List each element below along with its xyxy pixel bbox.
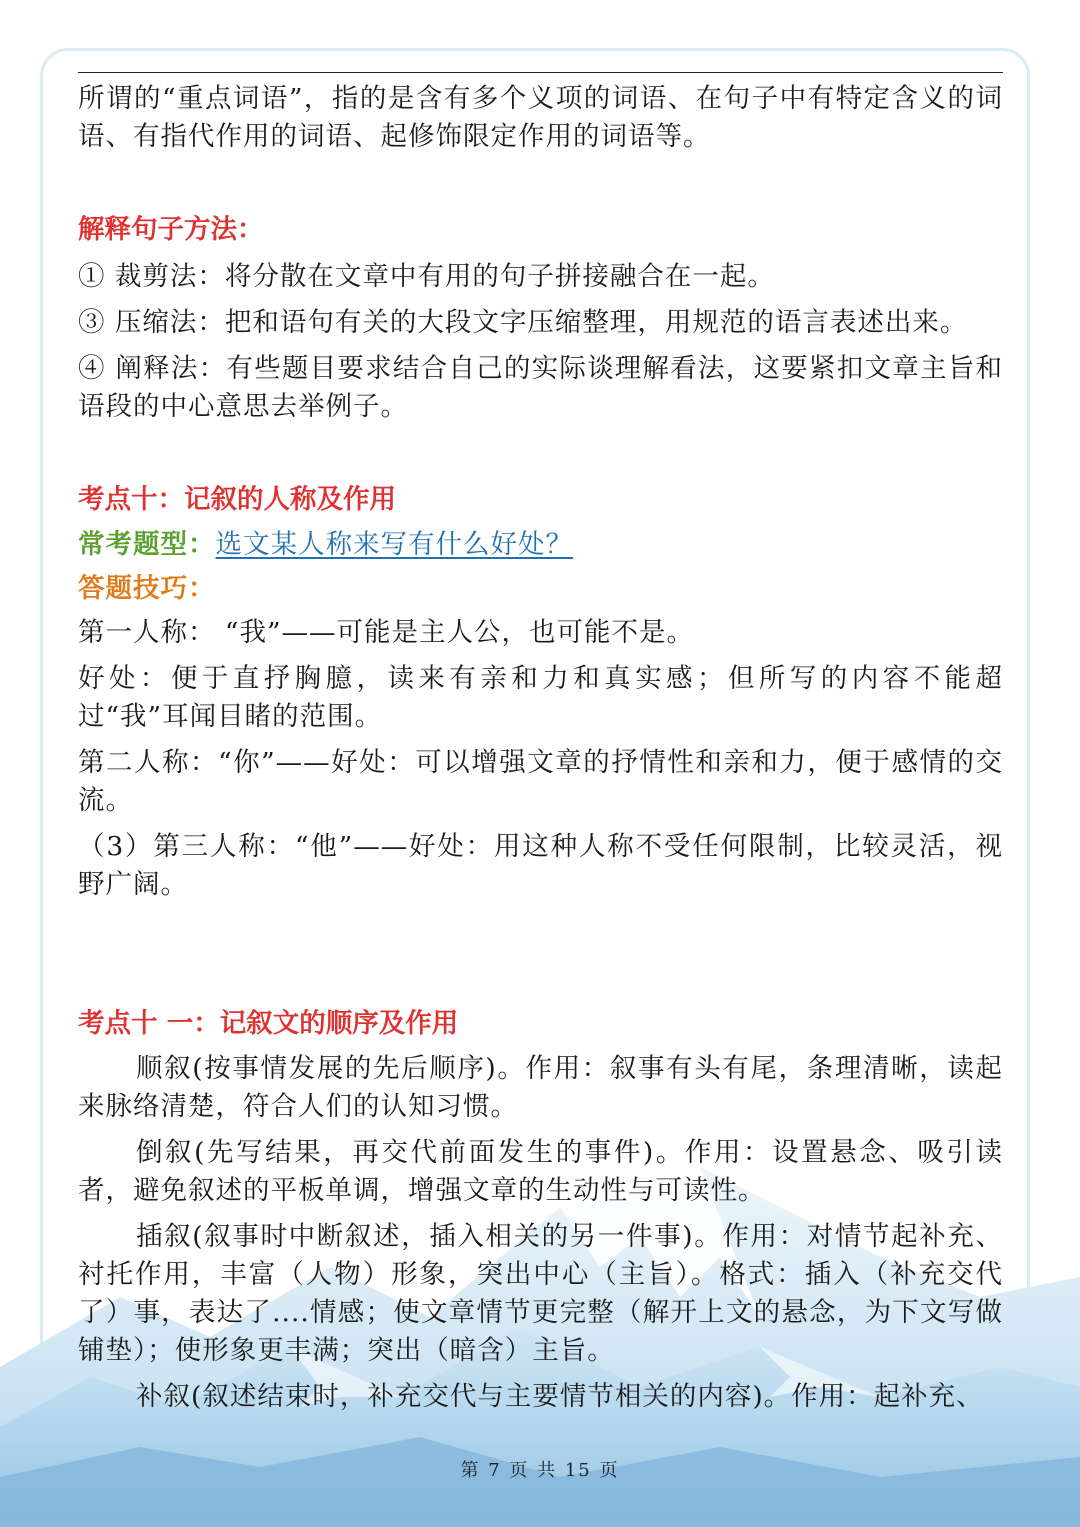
method-item-explain: ④ 阐释法：有些题目要求结合自己的实际谈理解看法，这要紧扣文章主旨和语段的中心意思去举例子。 (78, 353, 1003, 422)
first-person-benefit: 好处：便于直抒胸臆，读来有亲和力和真实感；但所写的内容不能超过“我”耳闻目睹的范围。 (78, 663, 1003, 732)
third-person: （3）第三人称：“他”——好处：用这种人称不受任何限制，比较灵活，视野广阔。 (78, 831, 1003, 900)
sequence-paragraph: 顺叙(按事情发展的先后顺序)。作用：叙事有头有尾，条理清晰，读起来脉络清楚，符合人们的认知习惯。 (78, 1053, 1003, 1122)
sentence-method-heading: 解释句子方法： (78, 214, 264, 245)
method-item-compress: ③ 压缩法：把和语句有关的大段文字压缩整理，用规范的语言表述出来。 (78, 307, 968, 338)
first-person: 第一人称： “我”——可能是主人公，也可能不是。 (78, 617, 695, 648)
intro-paragraph: 所谓的“重点词语”，指的是含有多个义项的词语、在句子中有特定含义的词语、有指代作用的词语、起修饰限定作用的词语等。 (78, 83, 1003, 152)
top-rule (78, 72, 1003, 73)
point11-heading: 考点十 一：记叙文的顺序及作用 (78, 1008, 459, 1039)
page-content (78, 76, 1003, 1416)
tips-label: 答题技巧： (78, 573, 216, 604)
point10-heading: 考点十：记叙的人称及作用 (78, 484, 396, 515)
method-item-trim: ① 裁剪法：将分散在文章中有用的句子拼接融合在一起。 (78, 261, 775, 292)
interjection-paragraph: 插叙(叙事时中断叙述，插入相关的另一件事)。作用：对情节起补充、衬托作用，丰富（人物）形象，突出中心（主旨）。格式：插入（补充交代了）事，表达了....情感；使文章情节更完整（解开上文的悬念，为下文写做铺垫）；使形象更丰满；突出（暗含）主旨。 (78, 1221, 1003, 1366)
common-question (78, 526, 1003, 564)
question-link[interactable]: 选文某人称来写有什么好处？ (215, 529, 573, 560)
page-number-footer: 第 7 页 共 15 页 (460, 1460, 620, 1481)
supplement-paragraph: 补叙(叙述结束时，补充交代与主要情节相关的内容)。作用：起补充、 (136, 1381, 984, 1412)
second-person: 第二人称：“你”——好处：可以增强文章的抒情性和亲和力，便于感情的交流。 (78, 747, 1003, 816)
question-label: 常考题型： (78, 529, 216, 560)
flashback-paragraph: 倒叙(先写结果，再交代前面发生的事件)。作用：设置悬念、吸引读者，避免叙述的平板单调，增强文章的生动性与可读性。 (78, 1137, 1003, 1206)
